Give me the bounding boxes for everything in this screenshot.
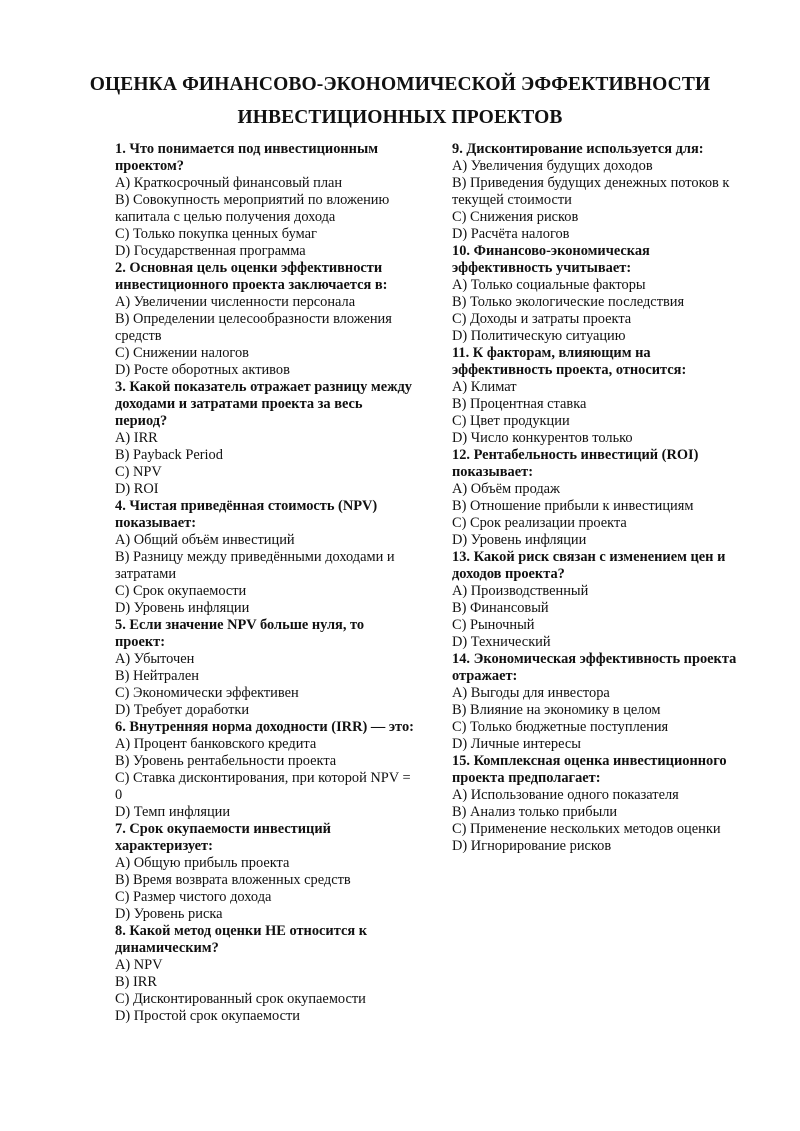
right-column (452, 141, 752, 855)
question-text: 9. Дисконтирование используется для: (452, 141, 704, 157)
answer-option: A) Использование одного показателя (452, 787, 679, 803)
question-1 (115, 141, 415, 260)
answer-option: C) Доходы и затраты проекта (452, 311, 632, 327)
question-10 (452, 243, 752, 345)
answer-option: A) Выгоды для инвестора (452, 685, 610, 701)
question-text: 14. Экономическая эффективность проекта отражает: (452, 651, 737, 684)
answer-option: D) Число конкурентов только (452, 430, 633, 446)
question-text: 6. Внутренняя норма доходности (IRR) — это: (115, 719, 414, 735)
answer-option: B) Совокупность мероприятий по вложению капитала с целью получения дохода (115, 192, 390, 225)
question-6 (115, 719, 415, 821)
question-13 (452, 549, 752, 651)
question-4 (115, 498, 415, 617)
question-text: 2. Основная цель оценки эффективности инвестиционного проекта заключается в: (115, 260, 388, 293)
answer-option: C) NPV (115, 464, 162, 480)
answer-option: B) Анализ только прибыли (452, 804, 618, 820)
answer-option: B) Финансовый (452, 600, 549, 616)
question-7 (115, 821, 415, 923)
answer-option: C) Цвет продукции (452, 413, 570, 429)
answer-option: C) Рыночный (452, 617, 535, 633)
answer-option: D) Росте оборотных активов (115, 362, 290, 378)
answer-option: B) Определении целесообразности вложения средств (115, 311, 392, 344)
answer-option: B) IRR (115, 974, 157, 990)
answer-option: D) Простой срок окупаемости (115, 1008, 300, 1024)
answer-option: C) Снижения рисков (452, 209, 579, 225)
answer-option: B) Payback Period (115, 447, 223, 463)
answer-option: B) Нейтрален (115, 668, 199, 684)
left-column (115, 141, 415, 1025)
answer-option: A) Производственный (452, 583, 589, 599)
question-15 (452, 753, 752, 855)
answer-option: A) Климат (452, 379, 517, 395)
question-2 (115, 260, 415, 379)
answer-option: A) Увеличении численности персонала (115, 294, 356, 310)
answer-option: C) Экономически эффективен (115, 685, 299, 701)
answer-option: D) Уровень риска (115, 906, 223, 922)
answer-option: A) Убыточен (115, 651, 195, 667)
question-text: 7. Срок окупаемости инвестиций характеризует: (115, 821, 331, 854)
answer-option: A) Общий объём инвестиций (115, 532, 295, 548)
answer-option: A) Увеличения будущих доходов (452, 158, 653, 174)
question-8 (115, 923, 415, 1025)
answer-option: C) Дисконтированный срок окупаемости (115, 991, 366, 1007)
answer-option: A) Процент банковского кредита (115, 736, 317, 752)
answer-option: C) Применение нескольких методов оценки (452, 821, 721, 837)
answer-option: C) Размер чистого дохода (115, 889, 272, 905)
answer-option: D) Темп инфляции (115, 804, 231, 820)
answer-option: C) Ставка дисконтирования, при которой NPV = 0 (115, 770, 411, 803)
question-text: 8. Какой метод оценки НЕ относится к динамическим? (115, 923, 368, 956)
answer-option: D) Государственная программа (115, 243, 306, 259)
answer-option: B) Разницу между приведёнными доходами и затратами (115, 549, 395, 582)
answer-option: B) Только экологические последствия (452, 294, 685, 310)
answer-option: B) Влияние на экономику в целом (452, 702, 661, 718)
answer-option: C) Срок окупаемости (115, 583, 247, 599)
question-3 (115, 379, 415, 498)
answer-option: C) Только бюджетные поступления (452, 719, 669, 735)
question-text: 11. К факторам, влияющим на эффективность проекта, относится: (452, 345, 687, 378)
answer-option: D) Уровень инфляции (452, 532, 587, 548)
question-text: 4. Чистая приведённая стоимость (NPV) показывает: (115, 498, 378, 531)
answer-option: D) Требует доработки (115, 702, 250, 718)
answer-option: D) Игнорирование рисков (452, 838, 612, 854)
answer-option: A) Краткосрочный финансовый план (115, 175, 343, 191)
question-text: 5. Если значение NPV больше нуля, то проект: (115, 617, 365, 650)
question-text: 3. Какой показатель отражает разницу между доходами и затратами проекта за весь период? (115, 379, 412, 429)
answer-option: A) NPV (115, 957, 163, 973)
answer-option: D) Уровень инфляции (115, 600, 250, 616)
answer-option: B) Время возврата вложенных средств (115, 872, 351, 888)
answer-option: A) Объём продаж (452, 481, 560, 497)
question-9 (452, 141, 752, 243)
document-title-line-2: ИНВЕСТИЦИОННЫХ ПРОЕКТОВ (237, 107, 563, 128)
question-text: 10. Финансово-экономическая эффективность учитывает: (452, 243, 650, 276)
answer-option: A) Только социальные факторы (452, 277, 646, 293)
question-text: 13. Какой риск связан с изменением цен и доходов проекта? (452, 549, 726, 582)
answer-option: C) Срок реализации проекта (452, 515, 627, 531)
question-text: 15. Комплексная оценка инвестиционного проекта предполагает: (452, 753, 727, 786)
answer-option: D) Расчёта налогов (452, 226, 570, 242)
document-title-line-1: ОЦЕНКА ФИНАНСОВО-ЭКОНОМИЧЕСКОЙ ЭФФЕКТИВНОСТИ (89, 74, 711, 95)
question-11 (452, 345, 752, 447)
answer-option: D) Технический (452, 634, 551, 650)
answer-option: C) Только покупка ценных бумаг (115, 226, 317, 242)
question-text: 1. Что понимается под инвестиционным проектом? (115, 141, 379, 174)
question-12 (452, 447, 752, 549)
answer-option: B) Приведения будущих денежных потоков к текущей стоимости (452, 175, 730, 208)
answer-option: B) Уровень рентабельности проекта (115, 753, 337, 769)
answer-option: B) Процентная ставка (452, 396, 587, 412)
answer-option: A) Общую прибыль проекта (115, 855, 290, 871)
question-text: 12. Рентабельность инвестиций (ROI) показывает: (452, 447, 699, 480)
answer-option: D) ROI (115, 481, 159, 497)
question-5 (115, 617, 415, 719)
answer-option: D) Личные интересы (452, 736, 581, 752)
answer-option: D) Политическую ситуацию (452, 328, 626, 344)
question-14 (452, 651, 752, 753)
answer-option: A) IRR (115, 430, 158, 446)
answer-option: C) Снижении налогов (115, 345, 249, 361)
answer-option: B) Отношение прибыли к инвестициям (452, 498, 694, 514)
